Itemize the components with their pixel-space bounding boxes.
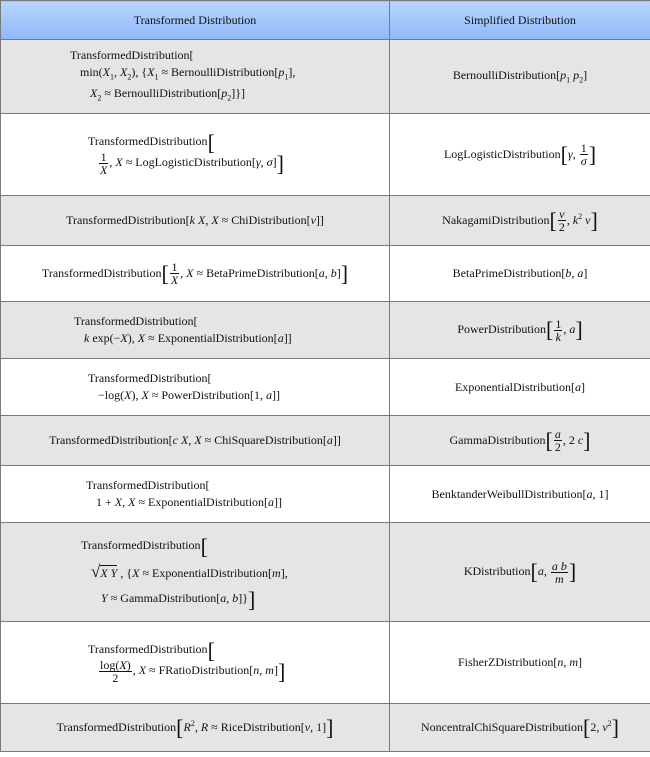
table-row bbox=[1, 114, 650, 196]
table-row bbox=[1, 622, 650, 704]
transformed-cell bbox=[1, 359, 390, 416]
table-row bbox=[1, 416, 650, 466]
simplified-cell: NakagamiDistribution[ $\frac{\nu}{2}$ , $k^2$ ν] bbox=[390, 196, 650, 246]
simplified-cell: NoncentralChiSquareDistribution[2, $\nu^2$] bbox=[390, 704, 650, 752]
formula: TransformedDistribution[ √X Y , {X ≈ ExponentialDistribution[m], Y ≈ GammaDistribution[a, b]}] bbox=[81, 533, 288, 612]
formula: TransformedDistribution[ $\frac{\log(X)}{2}$ , X ≈ FRatioDistribution[n, m]] bbox=[88, 637, 286, 685]
table-row bbox=[1, 246, 650, 302]
header-row bbox=[1, 1, 650, 40]
simplified-cell: BenktanderWeibullDistribution[a, 1] bbox=[390, 466, 650, 523]
table-row bbox=[1, 466, 650, 523]
simplified-cell: ExponentialDistribution[a] bbox=[390, 359, 650, 416]
formula: TransformedDistribution[ $\frac{1}{X}$ , X ≈ LogLogisticDistribution[γ, σ]] bbox=[88, 129, 284, 177]
table-row bbox=[1, 704, 650, 752]
table-row bbox=[1, 523, 650, 622]
transformed-header: Transformed Distribution bbox=[1, 1, 390, 40]
transformed-cell bbox=[1, 622, 390, 704]
transformed-cell: $TransformedDistribution[R^2$, R ≈ RiceDistribution[ν, 1]] bbox=[1, 704, 390, 752]
formula: TransformedDistribution[ −log(X), X ≈ PowerDistribution[1, a]] bbox=[88, 371, 281, 402]
table-row bbox=[1, 40, 650, 114]
simplified-cell: LogLogisticDistribution[γ, $\frac{1}{\sigma}$ ] bbox=[390, 114, 650, 196]
transformed-cell bbox=[1, 114, 390, 196]
transformed-cell bbox=[1, 40, 390, 114]
transformed-cell bbox=[1, 523, 390, 622]
table-row bbox=[1, 302, 650, 359]
formula: TransformedDistribution[ k exp(−X), X ≈ ExponentialDistribution[a]] bbox=[74, 314, 292, 345]
simplified-cell: BetaPrimeDistribution[b, a] bbox=[390, 246, 650, 302]
formula: TransformedDistribution[ 1 + X, X ≈ ExponentialDistribution[a]] bbox=[86, 478, 283, 509]
transformed-cell: TransformedDistribution[k X, X ≈ ChiDistribution[ν]] bbox=[1, 196, 390, 246]
simplified-cell: FisherZDistribution[n, m] bbox=[390, 622, 650, 704]
simplified-cell: KDistribution[a, $\frac{\text{a b}}{m}$ ] bbox=[390, 523, 650, 622]
simplified-cell: $BernoulliDistribution[p_1$ $p_2$] bbox=[390, 40, 650, 114]
simplified-header: Simplified Distribution bbox=[390, 1, 650, 40]
transformed-cell: TransformedDistribution[ $\frac{1}{X}$ , X ≈ BetaPrimeDistribution[a, b]] bbox=[1, 246, 390, 302]
transformed-cell bbox=[1, 466, 390, 523]
transformed-cell bbox=[1, 302, 390, 359]
table-row bbox=[1, 196, 650, 246]
table-row bbox=[1, 359, 650, 416]
transformed-cell: TransformedDistribution[c X, X ≈ ChiSquareDistribution[a]] bbox=[1, 416, 390, 466]
simplified-cell: GammaDistribution[ $\frac{a}{2}$ , 2 c] bbox=[390, 416, 650, 466]
simplified-cell: PowerDistribution[ $\frac{1}{k}$ , a] bbox=[390, 302, 650, 359]
formula: TransformedDistribution[ $\min(X_1$, $X_2$), {$X_1$ ≈ $BernoulliDistribution[p_1]$, $X_2$ ≈ $BernoulliDistribution[p_2]$}] bbox=[70, 47, 296, 103]
